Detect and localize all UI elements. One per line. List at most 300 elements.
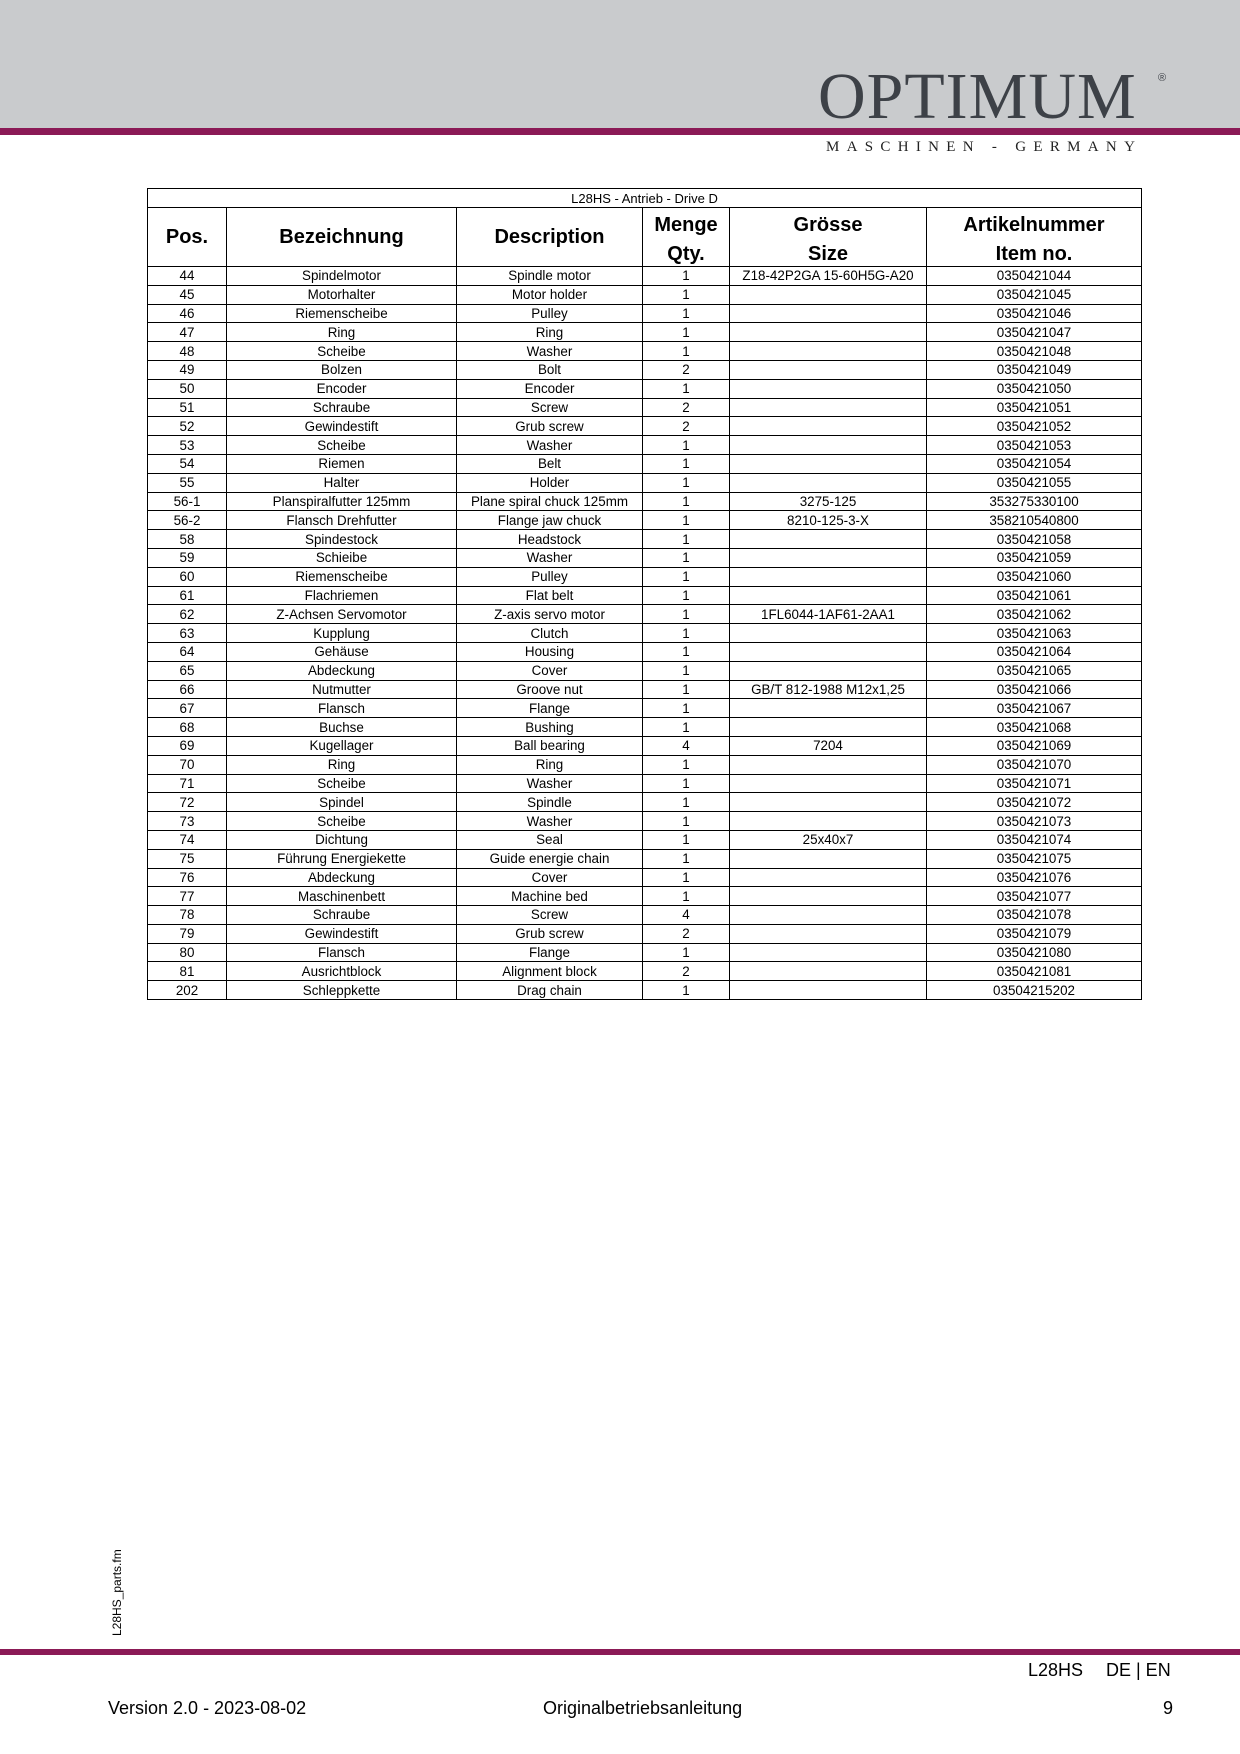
cell-item-no: 0350421077 [927, 887, 1142, 906]
cell-bezeichnung: Gewindestift [227, 417, 457, 436]
cell-item-no: 0350421078 [927, 906, 1142, 925]
cell-pos: 202 [148, 981, 227, 1000]
cell-item-no: 0350421081 [927, 962, 1142, 981]
cell-size [730, 868, 927, 887]
cell-item-no: 0350421064 [927, 642, 1142, 661]
cell-qty: 1 [643, 436, 730, 455]
table-row [148, 924, 1142, 943]
cell-description: Cover [457, 868, 643, 887]
cell-pos: 58 [148, 530, 227, 549]
cell-description: Flange jaw chuck [457, 511, 643, 530]
cell-pos: 76 [148, 868, 227, 887]
cell-pos: 47 [148, 323, 227, 342]
cell-size [730, 699, 927, 718]
cell-item-no: 0350421075 [927, 849, 1142, 868]
cell-item-no: 0350421055 [927, 473, 1142, 492]
table-row [148, 661, 1142, 680]
cell-pos: 50 [148, 379, 227, 398]
cell-item-no: 358210540800 [927, 511, 1142, 530]
cell-description: Screw [457, 906, 643, 925]
cell-bezeichnung: Riemenscheibe [227, 567, 457, 586]
cell-qty: 1 [643, 755, 730, 774]
cell-bezeichnung: Kupplung [227, 624, 457, 643]
cell-qty: 1 [643, 849, 730, 868]
cell-pos: 68 [148, 718, 227, 737]
cell-description: Washer [457, 548, 643, 567]
cell-pos: 65 [148, 661, 227, 680]
cell-size: 25x40x7 [730, 830, 927, 849]
col-header-item-no-de: Artikelnummer [963, 214, 1105, 236]
cell-pos: 77 [148, 887, 227, 906]
cell-pos: 66 [148, 680, 227, 699]
table-row [148, 567, 1142, 586]
cell-item-no: 0350421063 [927, 624, 1142, 643]
table-row [148, 887, 1142, 906]
cell-description: Belt [457, 454, 643, 473]
cell-size [730, 774, 927, 793]
col-header-bezeichnung-label: Bezeichnung [279, 225, 404, 248]
cell-description: Grub screw [457, 924, 643, 943]
table-row [148, 530, 1142, 549]
cell-item-no: 0350421050 [927, 379, 1142, 398]
cell-qty: 1 [643, 718, 730, 737]
col-header-size-de: Grösse [793, 214, 863, 236]
cell-qty: 1 [643, 586, 730, 605]
cell-bezeichnung: Ausrichtblock [227, 962, 457, 981]
cell-pos: 53 [148, 436, 227, 455]
cell-item-no: 0350421074 [927, 830, 1142, 849]
cell-description: Plane spiral chuck 125mm [457, 492, 643, 511]
logo-tagline: MASCHINEN - GERMANY [826, 139, 1143, 155]
table-row [148, 755, 1142, 774]
cell-bezeichnung: Motorhalter [227, 285, 457, 304]
cell-bezeichnung: Flansch Drehfutter [227, 511, 457, 530]
footer-doc-title: Originalbetriebsanleitung [543, 1698, 743, 1718]
cell-description: Grub screw [457, 417, 643, 436]
cell-qty: 1 [643, 492, 730, 511]
cell-pos: 56-2 [148, 511, 227, 530]
cell-description: Z-axis servo motor [457, 605, 643, 624]
cell-qty: 2 [643, 924, 730, 943]
cell-qty: 1 [643, 379, 730, 398]
cell-qty: 1 [643, 793, 730, 812]
cell-size [730, 962, 927, 981]
cell-pos: 44 [148, 267, 227, 286]
cell-item-no: 0350421046 [927, 304, 1142, 323]
cell-size [730, 981, 927, 1000]
cell-bezeichnung: Spindelmotor [227, 267, 457, 286]
cell-description: Pulley [457, 567, 643, 586]
cell-qty: 1 [643, 868, 730, 887]
footer-version: Version 2.0 - 2023-08-02 [108, 1698, 307, 1718]
cell-qty: 1 [643, 342, 730, 361]
cell-bezeichnung: Encoder [227, 379, 457, 398]
cell-size [730, 849, 927, 868]
cell-size [730, 943, 927, 962]
cell-item-no: 353275330100 [927, 492, 1142, 511]
cell-bezeichnung: Führung Energiekette [227, 849, 457, 868]
cell-pos: 45 [148, 285, 227, 304]
table-row [148, 285, 1142, 304]
cell-size: 3275-125 [730, 492, 927, 511]
cell-qty: 1 [643, 511, 730, 530]
cell-bezeichnung: Gewindestift [227, 924, 457, 943]
cell-qty: 1 [643, 887, 730, 906]
cell-item-no: 0350421072 [927, 793, 1142, 812]
cell-description: Spindle [457, 793, 643, 812]
cell-item-no: 0350421079 [927, 924, 1142, 943]
cell-description: Pulley [457, 304, 643, 323]
col-header-qty-en: Qty. [667, 243, 705, 265]
cell-description: Holder [457, 473, 643, 492]
table-row [148, 868, 1142, 887]
table-row [148, 548, 1142, 567]
cell-qty: 2 [643, 962, 730, 981]
col-header-size-en: Size [807, 243, 849, 265]
table-row [148, 943, 1142, 962]
table-row [148, 398, 1142, 417]
cell-bezeichnung: Riemenscheibe [227, 304, 457, 323]
table-row [148, 360, 1142, 379]
cell-bezeichnung: Z-Achsen Servomotor [227, 605, 457, 624]
cell-bezeichnung: Kugellager [227, 736, 457, 755]
cell-pos: 71 [148, 774, 227, 793]
cell-pos: 59 [148, 548, 227, 567]
table-row [148, 962, 1142, 981]
cell-pos: 61 [148, 586, 227, 605]
col-header-pos-label: Pos. [165, 225, 209, 248]
cell-item-no: 0350421076 [927, 868, 1142, 887]
cell-bezeichnung: Maschinenbett [227, 887, 457, 906]
cell-size: 8210-125-3-X [730, 511, 927, 530]
cell-size: 1FL6044-1AF61-2AA1 [730, 605, 927, 624]
cell-bezeichnung: Scheibe [227, 342, 457, 361]
cell-description: Spindle motor [457, 267, 643, 286]
cell-item-no: 0350421071 [927, 774, 1142, 793]
footer-page-number: 9 [1163, 1698, 1174, 1718]
table-row [148, 718, 1142, 737]
cell-item-no: 03504215202 [927, 981, 1142, 1000]
cell-item-no: 0350421080 [927, 943, 1142, 962]
cell-size [730, 379, 927, 398]
cell-pos: 74 [148, 830, 227, 849]
registered-mark: ® [1158, 72, 1167, 84]
cell-description: Screw [457, 398, 643, 417]
table-row [148, 436, 1142, 455]
cell-description: Ring [457, 755, 643, 774]
cell-size [730, 548, 927, 567]
cell-bezeichnung: Scheibe [227, 812, 457, 831]
cell-item-no: 0350421058 [927, 530, 1142, 549]
cell-item-no: 0350421047 [927, 323, 1142, 342]
cell-description: Cover [457, 661, 643, 680]
table-row [148, 304, 1142, 323]
cell-size [730, 793, 927, 812]
cell-qty: 4 [643, 906, 730, 925]
cell-pos: 64 [148, 642, 227, 661]
cell-item-no: 0350421069 [927, 736, 1142, 755]
cell-item-no: 0350421044 [927, 267, 1142, 286]
parts-table-body [148, 267, 1142, 1000]
cell-item-no: 0350421070 [927, 755, 1142, 774]
cell-description: Guide energie chain [457, 849, 643, 868]
cell-description: Ball bearing [457, 736, 643, 755]
table-row [148, 379, 1142, 398]
cell-qty: 1 [643, 661, 730, 680]
cell-pos: 70 [148, 755, 227, 774]
cell-description: Alignment block [457, 962, 643, 981]
table-row [148, 454, 1142, 473]
table-row [148, 793, 1142, 812]
cell-description: Motor holder [457, 285, 643, 304]
table-row [148, 830, 1142, 849]
table-row [148, 624, 1142, 643]
table-row [148, 981, 1142, 1000]
cell-qty: 1 [643, 605, 730, 624]
col-header-description [457, 208, 643, 267]
col-header-pos [148, 208, 227, 267]
cell-item-no: 0350421053 [927, 436, 1142, 455]
cell-item-no: 0350421052 [927, 417, 1142, 436]
cell-bezeichnung: Halter [227, 473, 457, 492]
col-header-item-no [927, 208, 1142, 267]
cell-size [730, 586, 927, 605]
table-row [148, 586, 1142, 605]
cell-bezeichnung: Ring [227, 755, 457, 774]
cell-pos: 80 [148, 943, 227, 962]
cell-bezeichnung: Planspiralfutter 125mm [227, 492, 457, 511]
cell-size [730, 906, 927, 925]
cell-pos: 67 [148, 699, 227, 718]
cell-pos: 81 [148, 962, 227, 981]
table-row [148, 473, 1142, 492]
cell-size [730, 323, 927, 342]
table-row [148, 736, 1142, 755]
cell-bezeichnung: Flansch [227, 699, 457, 718]
cell-item-no: 0350421073 [927, 812, 1142, 831]
col-header-size [730, 208, 927, 267]
cell-bezeichnung: Schraube [227, 398, 457, 417]
parts-table [147, 188, 1142, 1000]
cell-size [730, 473, 927, 492]
table-row [148, 492, 1142, 511]
cell-qty: 1 [643, 680, 730, 699]
cell-pos: 55 [148, 473, 227, 492]
cell-item-no: 0350421067 [927, 699, 1142, 718]
cell-description: Encoder [457, 379, 643, 398]
cell-qty: 1 [643, 699, 730, 718]
cell-qty: 2 [643, 398, 730, 417]
cell-pos: 72 [148, 793, 227, 812]
cell-qty: 1 [643, 774, 730, 793]
cell-item-no: 0350421068 [927, 718, 1142, 737]
table-row [148, 699, 1142, 718]
cell-pos: 60 [148, 567, 227, 586]
cell-pos: 78 [148, 906, 227, 925]
cell-description: Bushing [457, 718, 643, 737]
cell-size [730, 567, 927, 586]
cell-qty: 1 [643, 454, 730, 473]
cell-qty: 4 [643, 736, 730, 755]
cell-qty: 1 [643, 567, 730, 586]
cell-size [730, 360, 927, 379]
cell-description: Clutch [457, 624, 643, 643]
cell-qty: 2 [643, 417, 730, 436]
cell-pos: 51 [148, 398, 227, 417]
cell-item-no: 0350421048 [927, 342, 1142, 361]
cell-qty: 1 [643, 267, 730, 286]
footer-model: L28HS [1028, 1660, 1084, 1680]
cell-size [730, 887, 927, 906]
cell-bezeichnung: Abdeckung [227, 868, 457, 887]
cell-bezeichnung: Riemen [227, 454, 457, 473]
cell-item-no: 0350421060 [927, 567, 1142, 586]
col-header-item-no-en: Item no. [995, 243, 1073, 265]
cell-size [730, 642, 927, 661]
cell-qty: 1 [643, 624, 730, 643]
cell-qty: 1 [643, 830, 730, 849]
cell-item-no: 0350421066 [927, 680, 1142, 699]
col-header-qty-de: Menge [654, 214, 718, 236]
cell-qty: 1 [643, 323, 730, 342]
cell-bezeichnung: Spindestock [227, 530, 457, 549]
cell-pos: 46 [148, 304, 227, 323]
cell-bezeichnung: Schieibe [227, 548, 457, 567]
table-row [148, 849, 1142, 868]
cell-size [730, 661, 927, 680]
cell-qty: 1 [643, 981, 730, 1000]
cell-pos: 52 [148, 417, 227, 436]
table-header-row [148, 208, 1142, 267]
cell-bezeichnung: Gehäuse [227, 642, 457, 661]
footer-languages: DE | EN [1106, 1660, 1171, 1680]
cell-bezeichnung: Scheibe [227, 774, 457, 793]
cell-item-no: 0350421054 [927, 454, 1142, 473]
cell-pos: 56-1 [148, 492, 227, 511]
cell-description: Machine bed [457, 887, 643, 906]
cell-qty: 1 [643, 473, 730, 492]
col-header-bezeichnung [227, 208, 457, 267]
table-row [148, 267, 1142, 286]
table-caption-row [148, 189, 1142, 208]
cell-qty: 1 [643, 943, 730, 962]
cell-pos: 49 [148, 360, 227, 379]
table-row [148, 323, 1142, 342]
cell-item-no: 0350421045 [927, 285, 1142, 304]
cell-qty: 1 [643, 642, 730, 661]
cell-qty: 1 [643, 285, 730, 304]
cell-bezeichnung: Schraube [227, 906, 457, 925]
cell-pos: 54 [148, 454, 227, 473]
cell-size [730, 398, 927, 417]
cell-pos: 62 [148, 605, 227, 624]
cell-description: Flange [457, 943, 643, 962]
table-row [148, 642, 1142, 661]
cell-bezeichnung: Dichtung [227, 830, 457, 849]
table-row [148, 906, 1142, 925]
table-row [148, 812, 1142, 831]
table-row [148, 774, 1142, 793]
cell-qty: 2 [643, 360, 730, 379]
table-row [148, 680, 1142, 699]
cell-size [730, 285, 927, 304]
col-header-qty [643, 208, 730, 267]
cell-size [730, 812, 927, 831]
cell-qty: 1 [643, 812, 730, 831]
cell-bezeichnung: Abdeckung [227, 661, 457, 680]
cell-description: Washer [457, 342, 643, 361]
cell-description: Flange [457, 699, 643, 718]
table-row [148, 511, 1142, 530]
cell-size: Z18-42P2GA 15-60H5G-A20 [730, 267, 927, 286]
cell-size: GB/T 812-1988 M12x1,25 [730, 680, 927, 699]
table-row [148, 342, 1142, 361]
cell-size [730, 755, 927, 774]
cell-size [730, 417, 927, 436]
cell-bezeichnung: Nutmutter [227, 680, 457, 699]
table-row [148, 605, 1142, 624]
cell-item-no: 0350421059 [927, 548, 1142, 567]
cell-description: Ring [457, 323, 643, 342]
cell-item-no: 0350421062 [927, 605, 1142, 624]
cell-description: Groove nut [457, 680, 643, 699]
footer-accent-line [0, 1649, 1240, 1655]
cell-bezeichnung: Bolzen [227, 360, 457, 379]
cell-bezeichnung: Flachriemen [227, 586, 457, 605]
cell-item-no: 0350421061 [927, 586, 1142, 605]
cell-bezeichnung: Flansch [227, 943, 457, 962]
cell-description: Bolt [457, 360, 643, 379]
cell-description: Drag chain [457, 981, 643, 1000]
table-row [148, 417, 1142, 436]
cell-qty: 1 [643, 304, 730, 323]
cell-size [730, 718, 927, 737]
cell-bezeichnung: Spindel [227, 793, 457, 812]
cell-pos: 63 [148, 624, 227, 643]
col-header-description-label: Description [494, 225, 605, 248]
side-file-label: L28HS_parts.fm [110, 1549, 124, 1636]
cell-description: Housing [457, 642, 643, 661]
cell-qty: 1 [643, 530, 730, 549]
cell-size [730, 304, 927, 323]
cell-size [730, 436, 927, 455]
cell-qty: 1 [643, 548, 730, 567]
table-caption: L28HS - Antrieb - Drive D [148, 189, 1142, 208]
cell-description: Flat belt [457, 586, 643, 605]
cell-bezeichnung: Schleppkette [227, 981, 457, 1000]
cell-description: Washer [457, 436, 643, 455]
cell-item-no: 0350421065 [927, 661, 1142, 680]
cell-pos: 48 [148, 342, 227, 361]
cell-pos: 69 [148, 736, 227, 755]
cell-description: Washer [457, 774, 643, 793]
cell-pos: 73 [148, 812, 227, 831]
cell-description: Headstock [457, 530, 643, 549]
cell-item-no: 0350421051 [927, 398, 1142, 417]
optimum-logo: OPTIMUM [818, 60, 1137, 133]
cell-description: Washer [457, 812, 643, 831]
cell-size [730, 342, 927, 361]
cell-size: 7204 [730, 736, 927, 755]
cell-size [730, 924, 927, 943]
cell-pos: 75 [148, 849, 227, 868]
cell-pos: 79 [148, 924, 227, 943]
cell-bezeichnung: Buchse [227, 718, 457, 737]
cell-description: Seal [457, 830, 643, 849]
cell-size [730, 624, 927, 643]
cell-size [730, 530, 927, 549]
cell-bezeichnung: Scheibe [227, 436, 457, 455]
